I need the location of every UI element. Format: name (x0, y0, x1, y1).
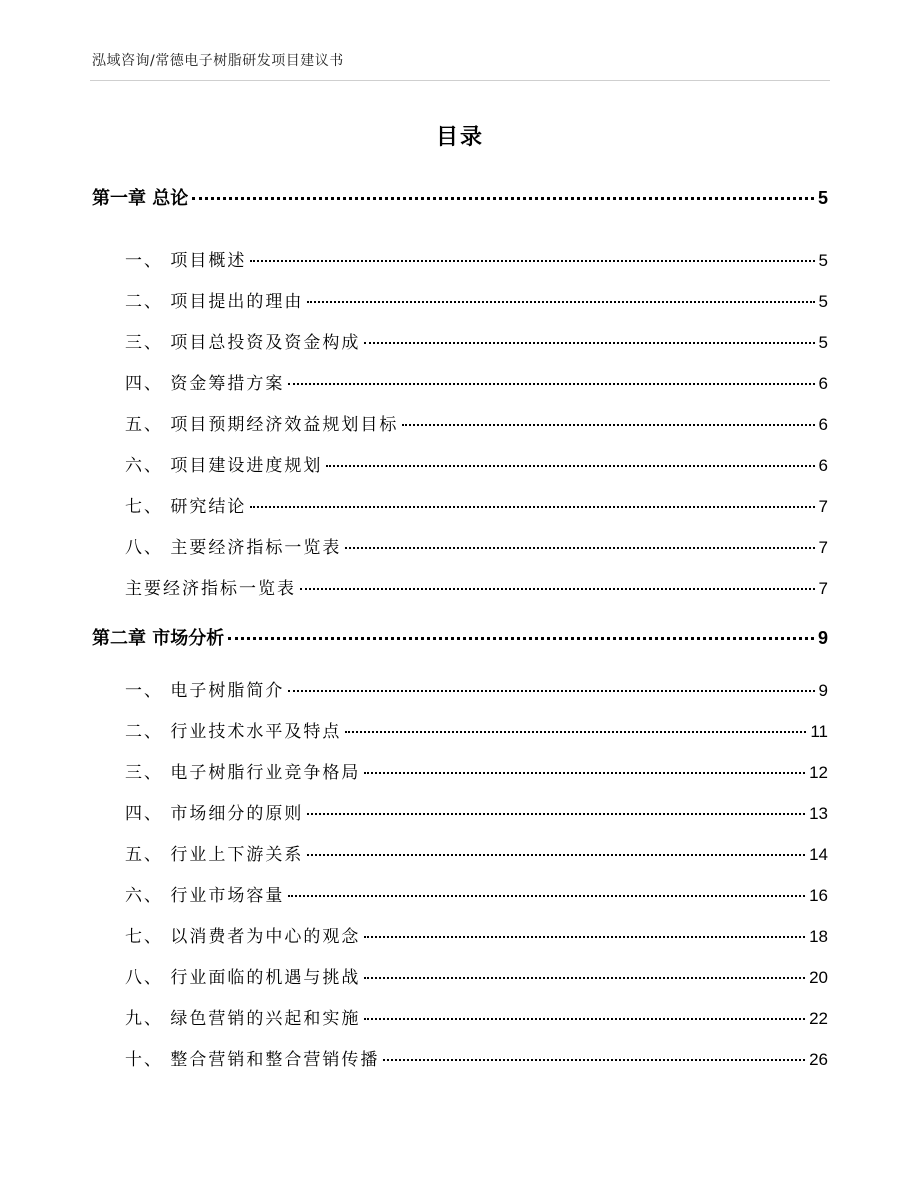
toc-entry-title: 三、 项目总投资及资金构成 (125, 333, 361, 353)
toc-dot-leader (364, 772, 805, 774)
toc-entry-title: 一、 项目概述 (125, 251, 247, 271)
toc-entry-title: 一、 电子树脂简介 (125, 681, 285, 701)
toc-entry-title: 三、 电子树脂行业竞争格局 (125, 763, 361, 783)
page-header: 泓域咨询/常德电子树脂研发项目建议书 (92, 53, 344, 69)
toc-page-number: 6 (818, 456, 828, 475)
toc-page-number: 22 (809, 1009, 828, 1028)
toc-entry-title: 二、 项目提出的理由 (125, 292, 304, 312)
toc-dot-leader (345, 731, 806, 733)
toc-page-number: 18 (809, 927, 828, 946)
toc-section-entry[interactable] (125, 1004, 828, 1029)
toc-entry-title: 十、 整合营销和整合营销传播 (125, 1050, 380, 1070)
toc-page-number: 7 (818, 538, 828, 557)
toc-page-number: 9 (817, 628, 828, 648)
toc-page-number: 9 (818, 681, 828, 700)
toc-dot-leader (402, 424, 814, 426)
toc-dot-leader (288, 383, 814, 385)
toc-page-number: 6 (818, 374, 828, 393)
toc-page-number: 16 (809, 886, 828, 905)
toc-entry-title: 第一章 总论 (92, 188, 189, 209)
toc-page-number: 13 (809, 804, 828, 823)
toc-dot-leader (288, 690, 814, 692)
toc-section-entry[interactable] (125, 328, 828, 353)
toc-page-number: 14 (809, 845, 828, 864)
toc-section-entry[interactable] (125, 799, 828, 824)
toc-page-number: 11 (810, 722, 828, 741)
toc-entry-title: 六、 行业市场容量 (125, 886, 285, 906)
toc-title: 目录 (435, 125, 484, 150)
toc-dot-leader (250, 506, 814, 508)
toc-entry-title: 四、 资金筹措方案 (125, 374, 285, 394)
toc-section-entry[interactable] (125, 840, 828, 865)
toc-dot-leader (364, 936, 805, 938)
toc-section-entry[interactable] (125, 1045, 828, 1070)
toc-entry-title: 五、 项目预期经济效益规划目标 (125, 415, 399, 435)
toc-page-number: 5 (817, 188, 828, 208)
toc-section-entry[interactable] (125, 922, 828, 947)
toc-section-entry[interactable] (125, 676, 828, 701)
toc-page-number: 20 (809, 968, 828, 987)
toc-dot-leader (364, 977, 805, 979)
toc-dot-leader (192, 197, 814, 200)
toc-dot-leader (307, 854, 805, 856)
toc-page-number: 26 (809, 1050, 828, 1069)
toc-page-number: 6 (818, 415, 828, 434)
toc-page-number: 7 (818, 497, 828, 516)
toc-chapter-entry[interactable] (92, 184, 828, 210)
toc-chapter-entry[interactable] (92, 624, 828, 650)
toc-entry-title: 六、 项目建设进度规划 (125, 456, 323, 476)
toc-entry-title: 二、 行业技术水平及特点 (125, 722, 342, 742)
toc-section-entry[interactable] (125, 717, 828, 742)
toc-entry-title: 八、 行业面临的机遇与挑战 (125, 968, 361, 988)
toc-section-entry[interactable] (125, 246, 828, 271)
toc-entry-title: 主要经济指标一览表 (125, 579, 296, 599)
toc-dot-leader (326, 465, 814, 467)
toc-entry-title: 五、 行业上下游关系 (125, 845, 304, 865)
toc-entry-title: 七、 以消费者为中心的观念 (125, 927, 361, 947)
toc-dot-leader (228, 637, 814, 640)
toc-section-entry[interactable] (125, 574, 828, 599)
toc-section-entry[interactable] (125, 758, 828, 783)
toc-entry-title: 四、 市场细分的原则 (125, 804, 304, 824)
toc-entry-title: 第二章 市场分析 (92, 628, 225, 649)
toc-dot-leader (307, 301, 814, 303)
toc-dot-leader (345, 547, 814, 549)
toc-page-number: 5 (818, 251, 828, 270)
toc-page-number: 7 (818, 579, 828, 598)
toc-dot-leader (300, 588, 815, 590)
toc-entry-title: 九、 绿色营销的兴起和实施 (125, 1009, 361, 1029)
toc-page-number: 12 (809, 763, 828, 782)
toc-entry-title: 七、 研究结论 (125, 497, 247, 517)
toc-dot-leader (288, 895, 805, 897)
toc-section-entry[interactable] (125, 963, 828, 988)
toc-page-number: 5 (818, 333, 828, 352)
toc-dot-leader (364, 1018, 805, 1020)
toc-dot-leader (383, 1059, 805, 1061)
toc-dot-leader (250, 260, 814, 262)
toc-section-entry[interactable] (125, 451, 828, 476)
toc-section-entry[interactable] (125, 410, 828, 435)
toc-dot-leader (307, 813, 805, 815)
toc-entry-title: 八、 主要经济指标一览表 (125, 538, 342, 558)
toc-section-entry[interactable] (125, 881, 828, 906)
toc-dot-leader (364, 342, 814, 344)
header-divider (90, 80, 830, 81)
toc-page-number: 5 (818, 292, 828, 311)
toc-section-entry[interactable] (125, 492, 828, 517)
toc-section-entry[interactable] (125, 533, 828, 558)
toc-section-entry[interactable] (125, 287, 828, 312)
toc-section-entry[interactable] (125, 369, 828, 394)
